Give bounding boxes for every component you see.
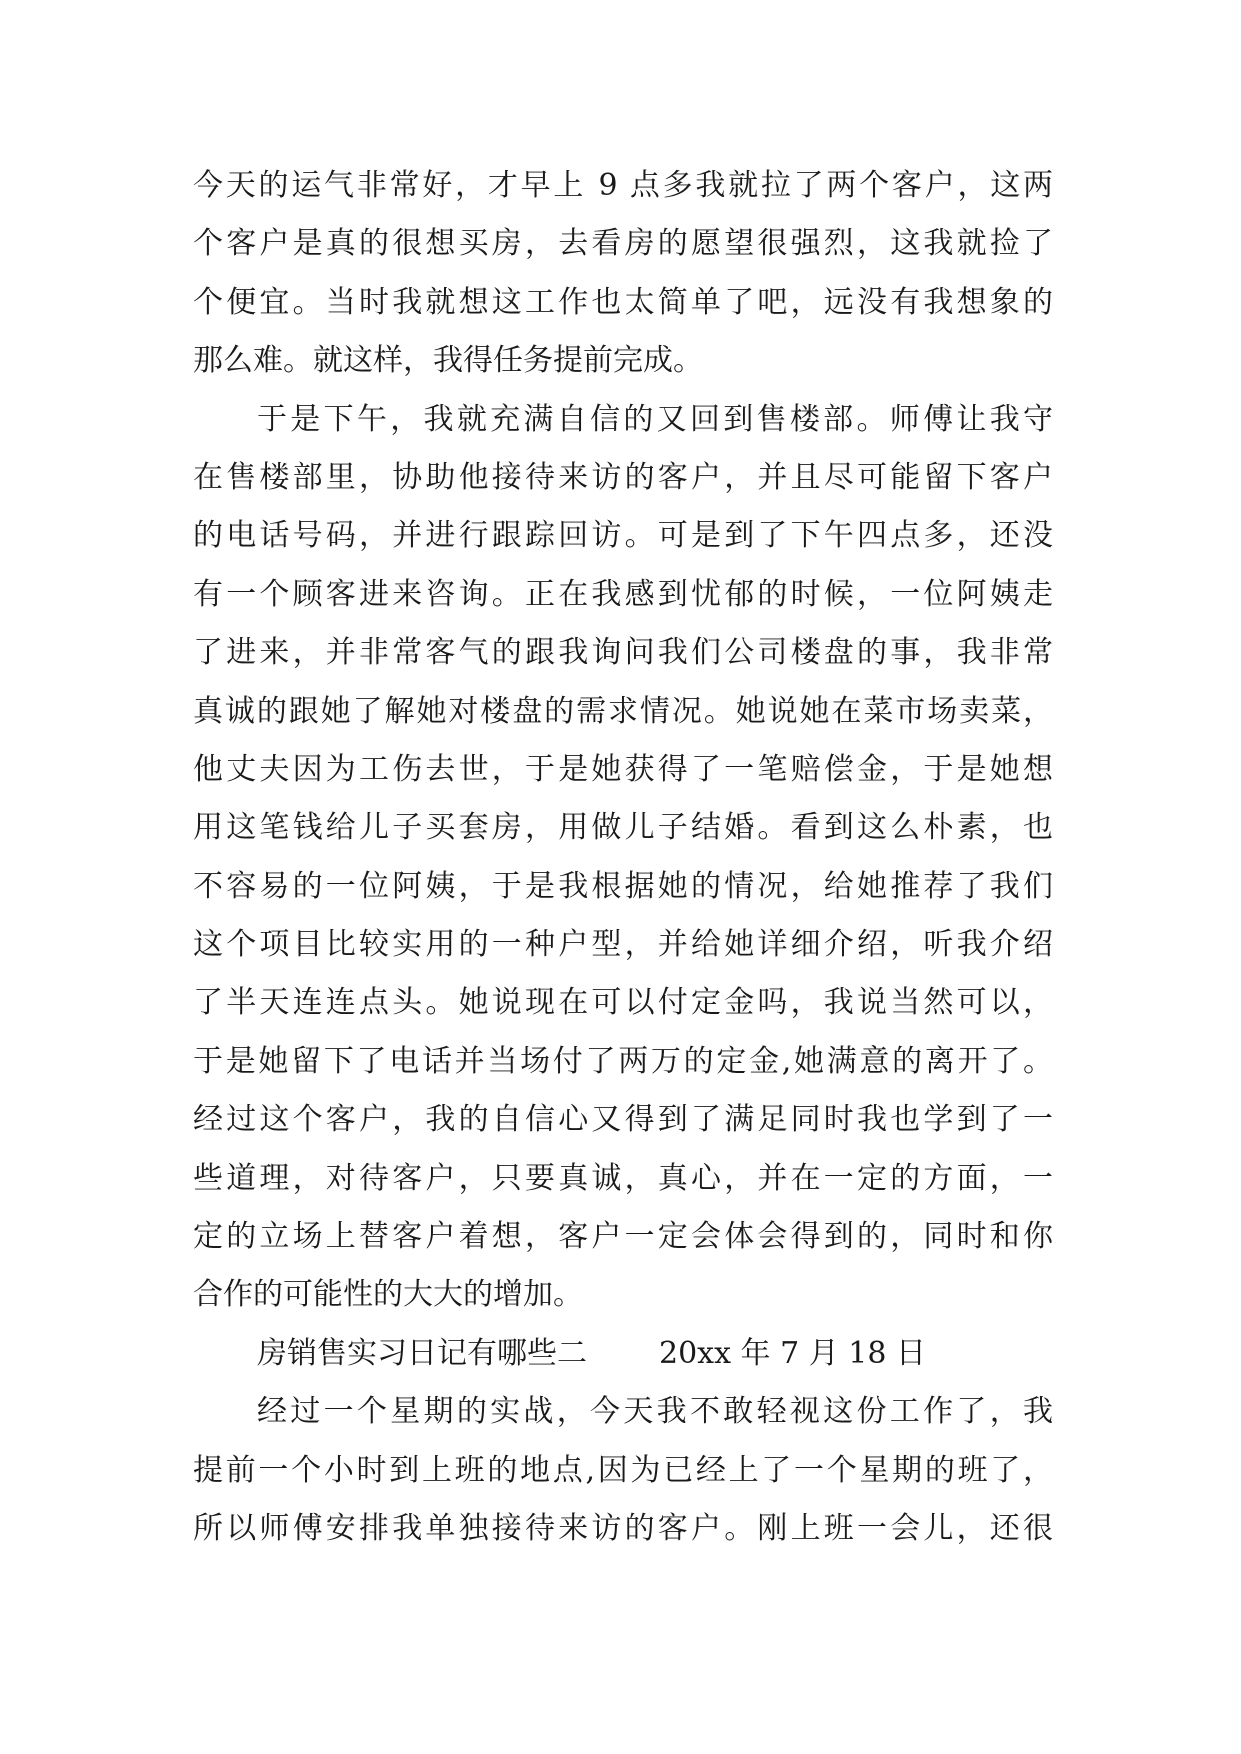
text-line: 有一个顾客进来咨询。正在我感到忧郁的时候，一位阿姨走 — [193, 576, 1053, 612]
text-line: 合作的可能性的大大的增加。 — [193, 1277, 583, 1313]
text-line: 经过这个客户，我的自信心又得到了满足同时我也学到了一 — [193, 1102, 1053, 1138]
text-line: 于是下午，我就充满自信的又回到售楼部。师傅让我守 — [257, 401, 1053, 437]
text-line: 的电话号码，并进行跟踪回访。可是到了下午四点多，还没 — [193, 518, 1053, 554]
text-line: 他丈夫因为工伤去世，于是她获得了一笔赔偿金，于是她想 — [193, 751, 1053, 787]
text-line: 经过一个星期的实战，今天我不敢轻视这份工作了，我 — [257, 1394, 1053, 1430]
paragraph — [193, 157, 1053, 391]
text-line: 提前一个小时到上班的地点,因为已经上了一个星期的班了， — [193, 1452, 1053, 1488]
text-line: 不容易的一位阿姨，于是我根据她的情况，给她推荐了我们 — [193, 868, 1053, 904]
paragraph — [193, 391, 1053, 1325]
text-line: 那么难。就这样，我得任务提前完成。 — [193, 343, 703, 379]
text-line: 个客户是真的很想买房，去看房的愿望很强烈，这我就捡了 — [193, 226, 1053, 262]
entry-title: 房销售实习日记有哪些二 — [257, 1335, 587, 1371]
entry-date: 20xx 年 7 月 18 日 — [659, 1335, 926, 1371]
entry-heading — [193, 1325, 1053, 1383]
document-body — [193, 157, 1053, 1558]
text-line: 这个项目比较实用的一种户型，并给她详细介绍，听我介绍 — [193, 927, 1053, 963]
text-line: 于是她留下了电话并当场付了两万的定金,她满意的离开了。 — [193, 1043, 1053, 1079]
text-line: 定的立场上替客户着想，客户一定会体会得到的，同时和你 — [193, 1219, 1053, 1255]
text-line: 所以师傅安排我单独接待来访的客户。刚上班一会儿，还很 — [193, 1510, 1053, 1546]
text-line: 今天的运气非常好，才早上 9 点多我就拉了两个客户，这两 — [193, 168, 1053, 203]
text-line: 了半天连连点头。她说现在可以付定金吗，我说当然可以， — [193, 985, 1053, 1021]
text-line: 用这笔钱给儿子买套房，用做儿子结婚。看到这么朴素，也 — [193, 810, 1053, 846]
text-line: 真诚的跟她了解她对楼盘的需求情况。她说她在菜市场卖菜， — [193, 693, 1053, 729]
text-line: 些道理，对待客户，只要真诚，真心，并在一定的方面，一 — [193, 1160, 1053, 1196]
text-line: 了进来，并非常客气的跟我询问我们公司楼盘的事，我非常 — [193, 635, 1053, 671]
text-line: 个便宜。当时我就想这工作也太简单了吧，远没有我想象的 — [193, 284, 1053, 320]
paragraph — [193, 1383, 1053, 1558]
text-line: 在售楼部里，协助他接待来访的客户，并且尽可能留下客户 — [193, 459, 1053, 495]
